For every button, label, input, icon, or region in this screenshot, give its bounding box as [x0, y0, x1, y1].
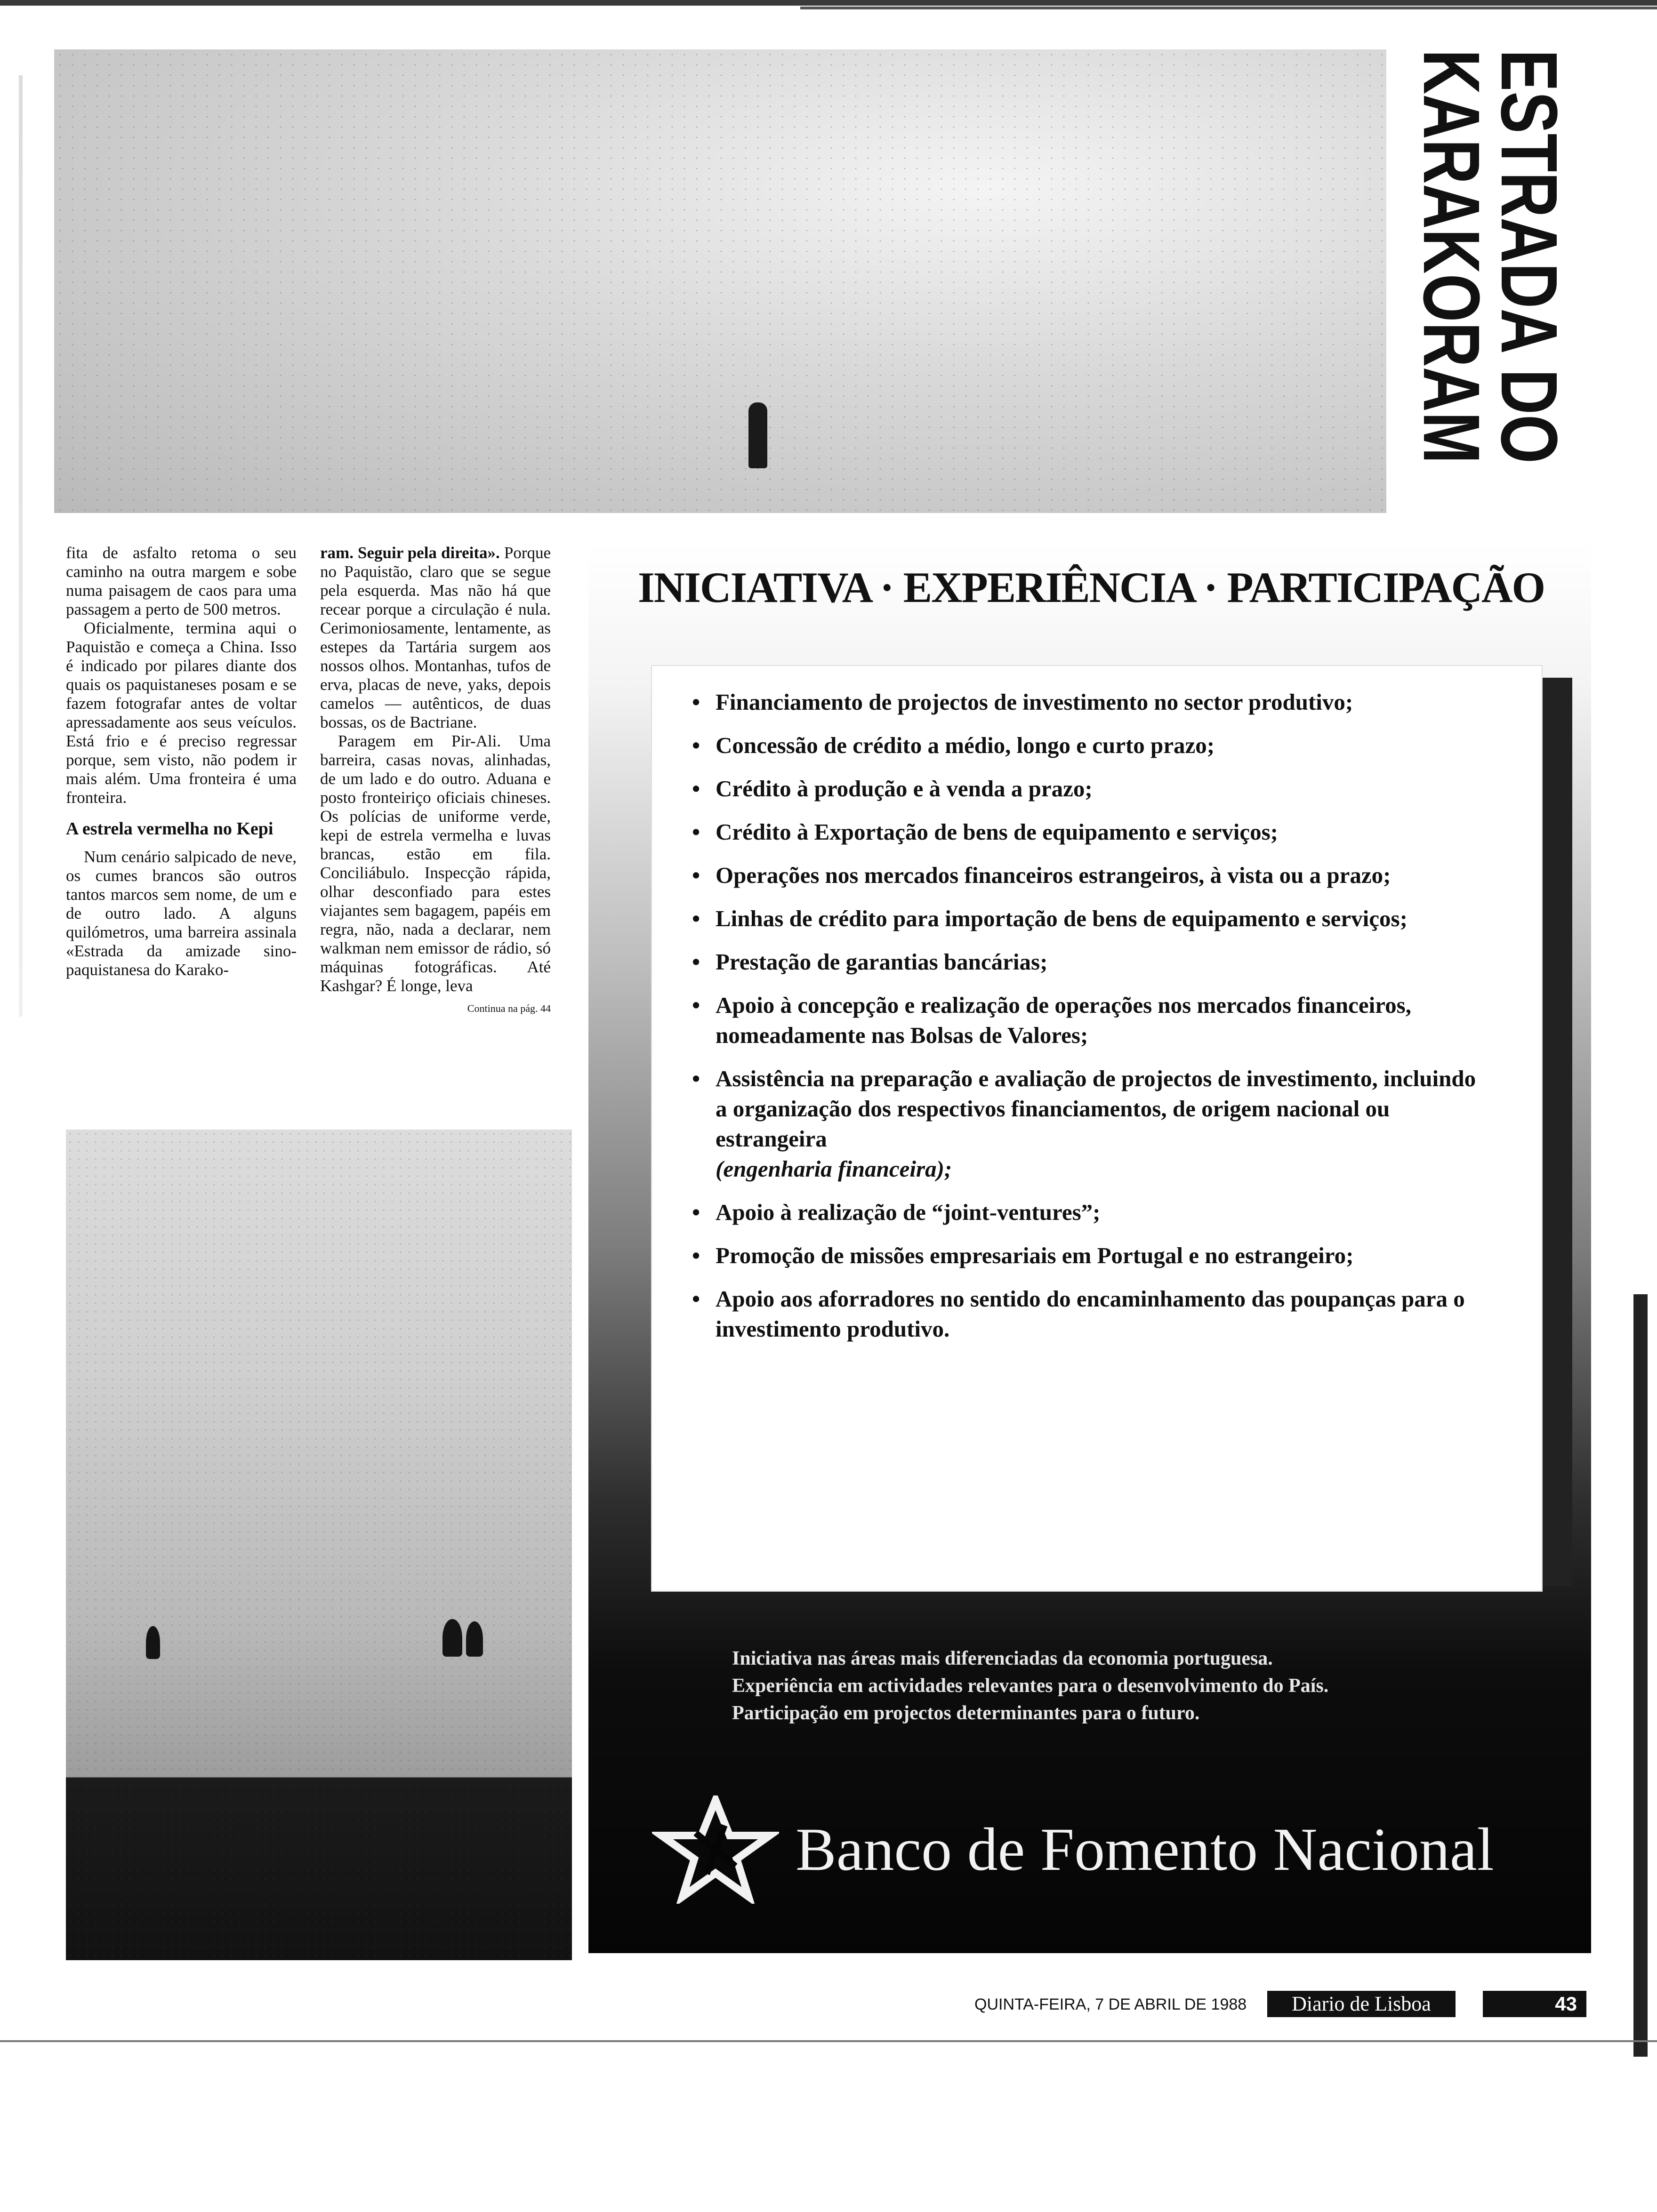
article-column-2 — [320, 544, 551, 1018]
page-number: 43 — [1483, 1991, 1586, 2017]
list-item: • Crédito à Exportação de bens de equipamento e serviços; — [692, 817, 1492, 847]
paragraph: fita de asfalto retoma o seu caminho na outra margem e sobe numa paisagem de caos para uma passagem a perto de 500 metros. — [66, 544, 297, 618]
title-line-2: KARAKORAM — [1407, 49, 1496, 468]
desert-photo — [54, 49, 1386, 513]
list-item: • Concessão de crédito a médio, longo e curto prazo; — [692, 730, 1492, 761]
continued-note: Continua na pág. 44 — [467, 1002, 551, 1014]
paragraph-text: Porque no Paquistão, claro que se segue pela esquerda. Mas não há que recear porque a circulação é nula. Cerimoniosamente, lentamente, as estepes da Tartária surgem aos nossos olhos. Montanhas, tufos de erva, placas de neve, yaks, depois camelos — autênticos, de duas bossas, os de Bactriane. — [320, 544, 551, 731]
services-list — [692, 687, 1492, 1357]
bold-lead: ram. Seguir pela direita». — [320, 544, 500, 562]
article-title — [1389, 45, 1577, 468]
subheading: A estrela vermelha no Kepi — [66, 819, 273, 839]
list-item: • Crédito à produção e à venda a prazo; — [692, 774, 1492, 804]
list-item: • Apoio à realização de “joint-ventures”; — [692, 1197, 1492, 1227]
person-silhouette — [146, 1626, 160, 1659]
paragraph: Paragem em Pir-Ali. Uma barreira, casas novas, alinhadas, de um lado e do outro. Aduana e posto fronteiriço oficiais chineses. Os polícias de uniforme verde, kepi de estrela vermelha e luvas brancas, estão em fila. Conciliábulo. Inspecção rápida, olhar desconfiado para estes viajantes sem bagagem, papéis em regra, não, nada a declarar, nem walkman nem emissor de rádio, só máquinas fotográficas. Até Kashgar? É longe, leva — [320, 732, 551, 995]
list-item-italic: (engenharia financeira); — [716, 1156, 952, 1182]
list-item: • Promoção de missões empresariais em Portugal e no estrangeiro; — [692, 1241, 1492, 1271]
list-item: • Apoio aos aforradores no sentido do encaminhamento das poupanças para o investimento produtivo. — [692, 1284, 1492, 1344]
tagline-line: Participação em projectos determinantes para o futuro. — [732, 1702, 1200, 1724]
walker-silhouette — [748, 402, 767, 468]
paragraph: Oficialmente, termina aqui o Paquistão e começa a China. Isso é indicado por pilares diante dos quais os paquistaneses posam e se fazem fotografar antes de voltar apressadamente aos seus veículos. Está frio e é preciso regressar porque, sem visto, não podem ir mais além. Uma fronteira é uma fronteira. — [66, 619, 297, 807]
page-edge-shadow — [1633, 1294, 1648, 2057]
list-item: • Apoio à concepção e realização de operações nos mercados financeiros, nomeadamente nas Bolsas de Valores; — [692, 990, 1492, 1050]
list-item — [692, 1064, 1492, 1184]
page-footer — [0, 1985, 1657, 2032]
tagline-line: Experiência em actividades relevantes para o desenvolvimento do País. — [732, 1675, 1329, 1697]
list-item: • Linhas de crédito para importação de bens de equipamento e serviços; — [692, 904, 1492, 934]
bottom-rule — [0, 2040, 1657, 2042]
title-line-1: ESTRADA DO — [1484, 49, 1574, 468]
tagline-line: Iniciativa nas áreas mais diferenciadas da economia portuguesa. — [732, 1648, 1273, 1669]
top-border-secondary — [800, 7, 1657, 9]
paragraph — [320, 544, 551, 732]
bank-name: Banco de Fomento Nacional — [796, 1816, 1494, 1883]
scan-shadow — [19, 75, 23, 1017]
ad-heading: INICIATIVA · EXPERIÊNCIA · PARTICIPAÇÃO — [638, 563, 1545, 611]
ad-tagline — [732, 1645, 1485, 1727]
issue-date: QUINTA-FEIRA, 7 DE ABRIL DE 1988 — [974, 1996, 1247, 2013]
list-item: • Prestação de garantias bancárias; — [692, 947, 1492, 977]
masthead: Diario de Lisboa — [1267, 1991, 1456, 2017]
article-column-1 — [66, 544, 297, 979]
person-silhouette — [466, 1621, 483, 1657]
list-item: • Operações nos mercados financeiros estrangeiros, à vista ou a prazo; — [692, 860, 1492, 890]
list-item: • Financiamento de projectos de investimento no sector produtivo; — [692, 687, 1492, 717]
person-silhouette — [442, 1619, 462, 1657]
top-border — [0, 0, 1657, 6]
list-item-text: Assistência na preparação e avaliação de projectos de investimento, incluindo a organização dos respectivos financiamentos, de origem nacional ou estrangeira — [716, 1066, 1476, 1152]
landscape-photo — [66, 1130, 572, 1960]
star-logo-icon — [652, 1795, 779, 1904]
paragraph: Num cenário salpicado de neve, os cumes brancos são outros tantos marcos sem nome, de um e de outro lado. A alguns quilómetros, uma barreira assinala «Estrada da amizade sino-paquistanesa do Karako- — [66, 848, 297, 979]
